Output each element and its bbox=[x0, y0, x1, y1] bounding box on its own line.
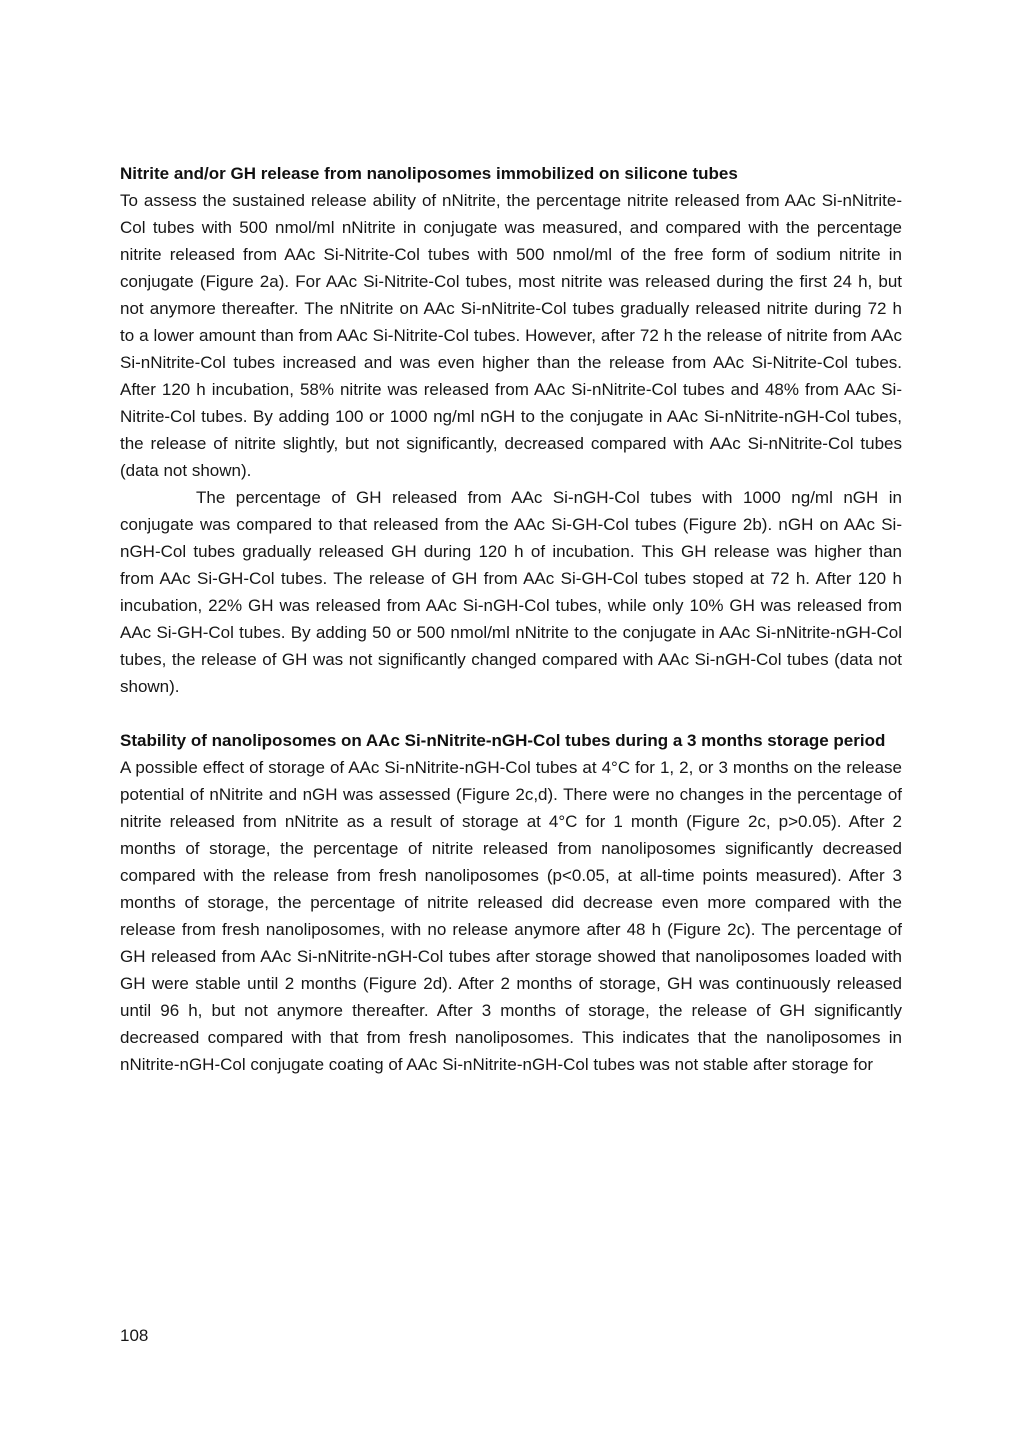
text-column bbox=[120, 160, 902, 1078]
section-nitrite-gh-release bbox=[120, 160, 902, 700]
section-stability-storage bbox=[120, 727, 902, 1078]
paragraph-gh-release: The percentage of GH released from AAc Si-nGH-Col tubes with 1000 ng/ml nGH in conjugate was compared to that released from the AAc Si-GH-Col tubes (Figure 2b). nGH on AAc Si-nGH-Col tubes gradually released GH during 120 h of incubation. This GH release was higher than from AAc Si-GH-Col tubes. The release of GH from AAc Si-GH-Col tubes stoped at 72 h. After 120 h incubation, 22% GH was released from AAc Si-nGH-Col tubes, while only 10% GH was released from AAc Si-GH-Col tubes. By adding 50 or 500 nmol/ml nNitrite to the conjugate in AAc Si-nNitrite-nGH-Col tubes, the release of GH was not significantly changed compared with AAc Si-nGH-Col tubes (data not shown). bbox=[120, 488, 902, 696]
section-heading-stability-storage: Stability of nanoliposomes on AAc Si-nNitrite-nGH-Col tubes during a 3 months storage period bbox=[120, 731, 886, 750]
section-heading-nitrite-gh-release: Nitrite and/or GH release from nanoliposomes immobilized on silicone tubes bbox=[120, 164, 738, 183]
paragraph-storage-stability: A possible effect of storage of AAc Si-nNitrite-nGH-Col tubes at 4°C for 1, 2, or 3 months on the release potential of nNitrite and nGH was assessed (Figure 2c,d). There were no changes in the percentage of nitrite released from nNitrite as a result of storage at 4°C for 1 month (Figure 2c, p>0.05). After 2 months of storage, the percentage of nitrite released from nanoliposomes significantly decreased compared with the release from fresh nanoliposomes (p<0.05, at all-time points measured). After 3 months of storage, the percentage of nitrite released did decrease even more compared with the release from fresh nanoliposomes, with no release anymore after 48 h (Figure 2c). The percentage of GH released from AAc Si-nNitrite-nGH-Col tubes after storage showed that nanoliposomes loaded with GH were stable until 2 months (Figure 2d). After 2 months of storage, GH was continuously released until 96 h, but not anymore thereafter. After 3 months of storage, the release of GH significantly decreased compared with that from fresh nanoliposomes. This indicates that the nanoliposomes in nNitrite-nGH-Col conjugate coating of AAc Si-nNitrite-nGH-Col tubes was not stable after storage for bbox=[120, 758, 902, 1074]
paragraph-nitrite-release: To assess the sustained release ability of nNitrite, the percentage nitrite released from AAc Si-nNitrite-Col tubes with 500 nmol/ml nNitrite in conjugate was measured, and compared with the percentage nitrite released from AAc Si-Nitrite-Col tubes with 500 nmol/ml of the free form of sodium nitrite in conjugate (Figure 2a). For AAc Si-Nitrite-Col tubes, most nitrite was released during the first 24 h, but not anymore thereafter. The nNitrite on AAc Si-nNitrite-Col tubes gradually released nitrite during 72 h to a lower amount than from AAc Si-Nitrite-Col tubes. However, after 72 h the release of nitrite from AAc Si-nNitrite-Col tubes increased and was even higher than the release from AAc Si-Nitrite-Col tubes. After 120 h incubation, 58% nitrite was released from AAc Si-nNitrite-Col tubes and 48% from AAc Si-Nitrite-Col tubes. By adding 100 or 1000 ng/ml nGH to the conjugate in AAc Si-nNitrite-nGH-Col tubes, the release of nitrite slightly, but not significantly, decreased compared with AAc Si-nNitrite-Col tubes (data not shown). bbox=[120, 191, 902, 480]
page-number: 108 bbox=[120, 1326, 149, 1345]
